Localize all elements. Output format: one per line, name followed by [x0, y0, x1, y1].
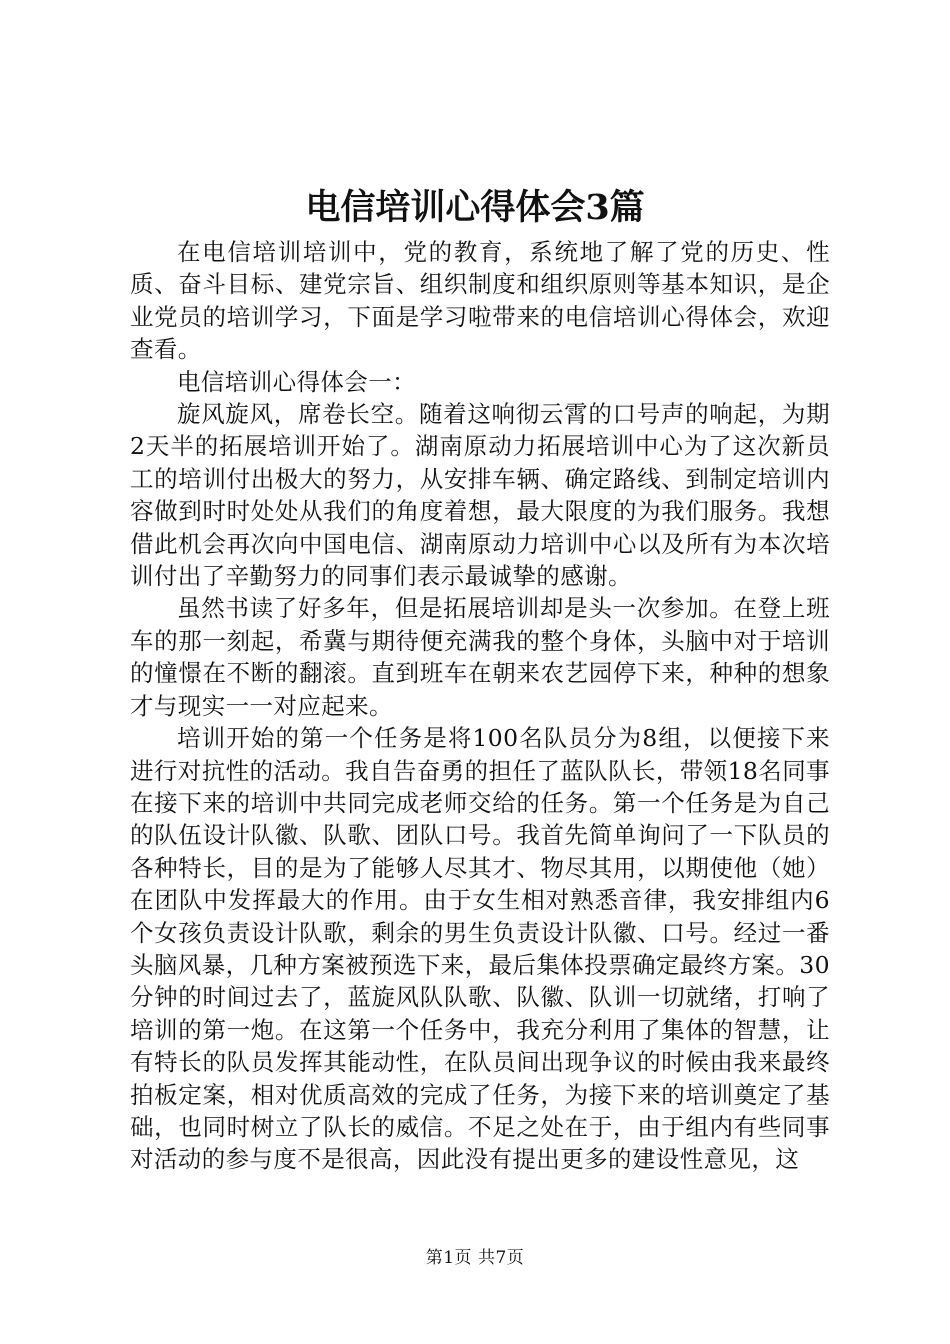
body-paragraph: 旋风旋风，席卷长空。随着这响彻云霄的口号声的响起，为期2天半的拓展培训开始了。湖南原动力拓展培训中心为了这次新员工的培训付出极大的努力，从安排车辆、确定路线、到制定培训内容做到时时处处从我们的角度着想，最大限度的为我们服务。我想借此机会再次向中国电信、湖南原动力培训中心以及所有为本次培训付出了辛勤努力的同事们表示最诚挚的感谢。: [130, 400, 830, 591]
page-number-footer: 第1页 共7页: [425, 1248, 525, 1268]
body-paragraph: 虽然书读了好多年，但是拓展培训却是头一次参加。在登上班车的那一刻起，希冀与期待便充满我的整个身体，头脑中对于培训的憧憬在不断的翻滚。直到班车在朝来农艺园停下来，种种的想象才与现实一一对应起来。: [130, 594, 830, 720]
section-heading: 电信培训心得体会一：: [177, 367, 416, 396]
document-title: 电信培训心得体会3篇: [305, 187, 645, 228]
document-body: [130, 236, 830, 1176]
body-paragraph: 培训开始的第一个任务是将100名队员分为8组，以便接下来进行对抗性的活动。我自告奋勇的担任了蓝队队长，带领18名同事在接下来的培训中共同完成老师交给的任务。第一个任务是为自己的队伍设计队徽、队歌、团队口号。我首先简单询问了一下队员的各种特长，目的是为了能够人尽其才、物尽其用，以期使他（她）在团队中发挥最大的作用。由于女生相对熟悉音律，我安排组内6个女孩负责设计队歌，剩余的男生负责设计队徽、口号。经过一番头脑风暴，几种方案被预选下来，最后集体投票确定最终方案。30分钟的时间过去了，蓝旋风队队歌、队徽、队训一切就绪，打响了培训的第一炮。在这第一个任务中，我充分利用了集体的智慧，让有特长的队员发挥其能动性，在队员间出现争议的时候由我来最终拍板定案，相对优质高效的完成了任务，为接下来的培训奠定了基础，也同时树立了队长的威信。不足之处在于，由于组内有些同事对活动的参与度不是很高，因此没有提出更多的建设性意见，这: [130, 724, 830, 1174]
intro-paragraph: 在电信培训培训中，党的教育，系统地了解了党的历史、性质、奋斗目标、建党宗旨、组织制度和组织原则等基本知识，是企业党员的培训学习，下面是学习啦带来的电信培训心得体会，欢迎查看。: [130, 238, 830, 364]
